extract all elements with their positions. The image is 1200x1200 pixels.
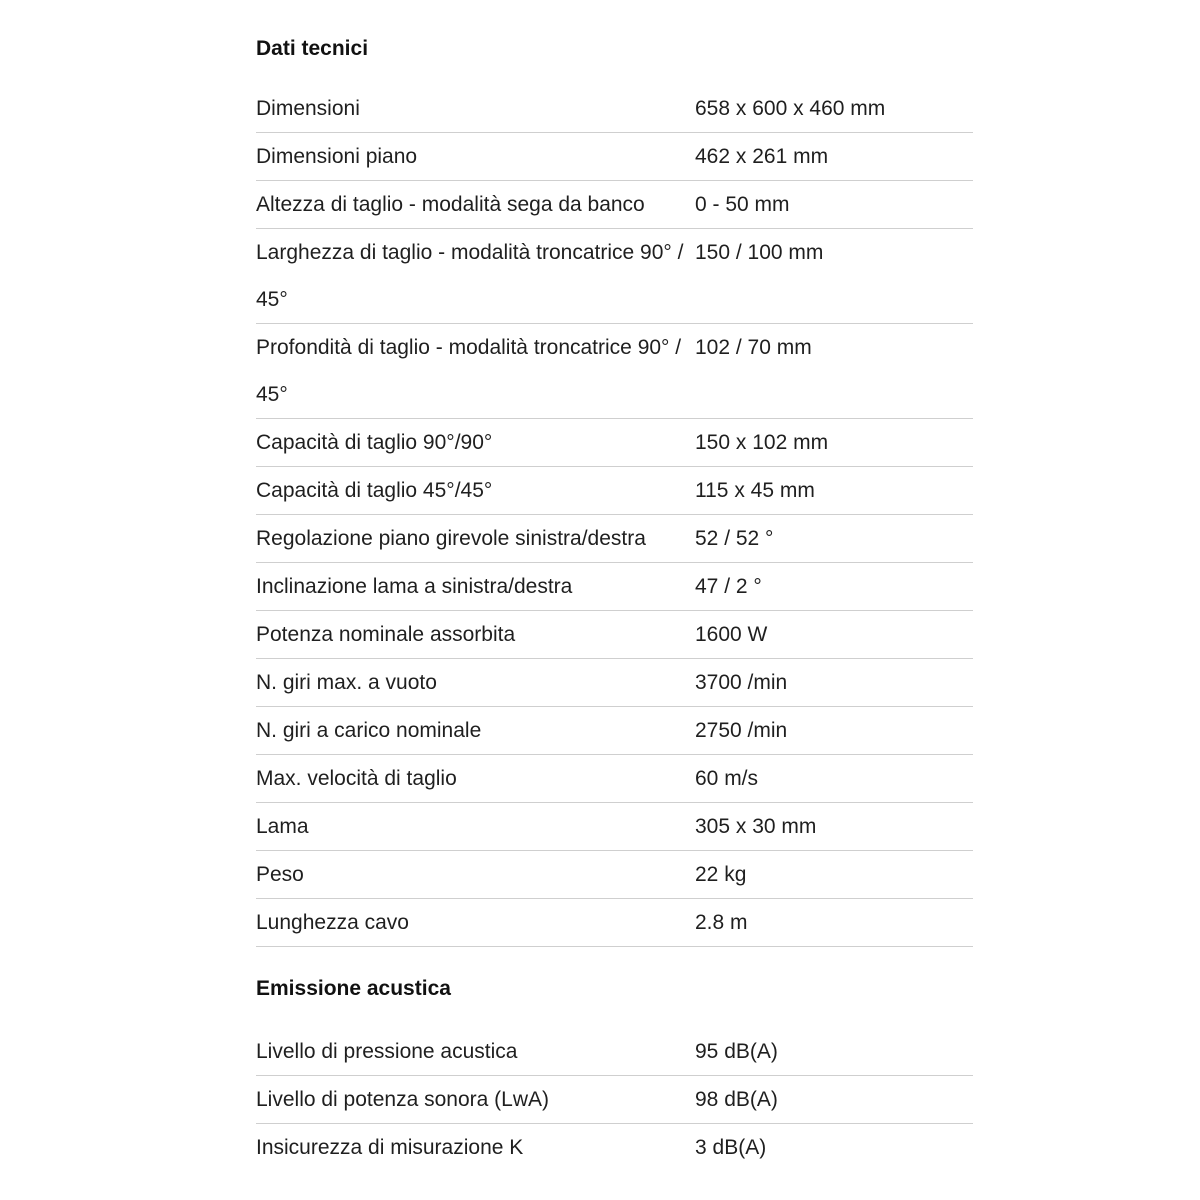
spec-label: Regolazione piano girevole sinistra/destra <box>256 515 695 563</box>
section-title-technical-data: Dati tecnici <box>256 37 369 60</box>
table-row <box>256 467 973 515</box>
spec-value: 95 dB(A) <box>695 1028 973 1076</box>
section-title-noise-emission: Emissione acustica <box>256 977 451 1000</box>
spec-value: 98 dB(A) <box>695 1076 973 1124</box>
spec-value: 52 / 52 ° <box>695 515 973 563</box>
spec-label: N. giri max. a vuoto <box>256 659 695 707</box>
table-row <box>256 803 973 851</box>
table-row <box>256 707 973 755</box>
table-row <box>256 85 973 133</box>
spec-value: 462 x 261 mm <box>695 133 973 181</box>
table-row <box>256 181 973 229</box>
table-row <box>256 133 973 181</box>
table-row <box>256 419 973 467</box>
spec-value: 102 / 70 mm <box>695 324 973 419</box>
spec-label: N. giri a carico nominale <box>256 707 695 755</box>
table-row <box>256 1124 973 1172</box>
table-row <box>256 515 973 563</box>
spec-value: 150 / 100 mm <box>695 229 973 324</box>
spec-value: 1600 W <box>695 611 973 659</box>
table-row <box>256 1076 973 1124</box>
spec-label: Insicurezza di misurazione K <box>256 1136 524 1159</box>
spec-value: 47 / 2 ° <box>695 563 973 611</box>
spec-value: 2.8 m <box>695 899 973 947</box>
spec-label: Altezza di taglio - modalità sega da banco <box>256 181 695 229</box>
spec-value: 150 x 102 mm <box>695 419 973 467</box>
spec-value: 3 dB(A) <box>695 1136 767 1159</box>
spec-value: 60 m/s <box>695 755 973 803</box>
spec-label: Dimensioni <box>256 85 695 133</box>
spec-label: Peso <box>256 851 695 899</box>
spec-label: Dimensioni piano <box>256 133 695 181</box>
table-row <box>256 851 973 899</box>
table-row <box>256 755 973 803</box>
spec-label: Potenza nominale assorbita <box>256 611 695 659</box>
table-row <box>256 324 973 419</box>
table-row <box>256 229 973 324</box>
spec-label: Inclinazione lama a sinistra/destra <box>256 563 695 611</box>
spec-value: 22 kg <box>695 851 973 899</box>
spec-label: Capacità di taglio 90°/90° <box>256 419 695 467</box>
spec-value: 658 x 600 x 460 mm <box>695 85 973 133</box>
table-row <box>256 611 973 659</box>
table-row <box>256 659 973 707</box>
technical-data-table <box>256 85 973 947</box>
spec-label: Livello di pressione acustica <box>256 1028 695 1076</box>
spec-label: Max. velocità di taglio <box>256 755 695 803</box>
spec-sheet <box>256 0 973 1171</box>
spec-label: Lama <box>256 803 695 851</box>
spec-label: Capacità di taglio 45°/45° <box>256 467 695 515</box>
table-row <box>256 563 973 611</box>
table-row <box>256 1028 973 1076</box>
spec-label: Livello di potenza sonora (LwA) <box>256 1076 695 1124</box>
spec-value: 2750 /min <box>695 707 973 755</box>
spec-label: Larghezza di taglio - modalità troncatrice 90° / 45° <box>256 229 695 324</box>
spec-label: Lunghezza cavo <box>256 899 695 947</box>
noise-emission-table <box>256 1028 973 1171</box>
spec-value: 115 x 45 mm <box>695 467 973 515</box>
spec-value: 0 - 50 mm <box>695 181 973 229</box>
spec-value: 305 x 30 mm <box>695 803 973 851</box>
spec-label: Profondità di taglio - modalità troncatrice 90° / 45° <box>256 324 695 419</box>
spec-value: 3700 /min <box>695 659 973 707</box>
table-row <box>256 899 973 947</box>
